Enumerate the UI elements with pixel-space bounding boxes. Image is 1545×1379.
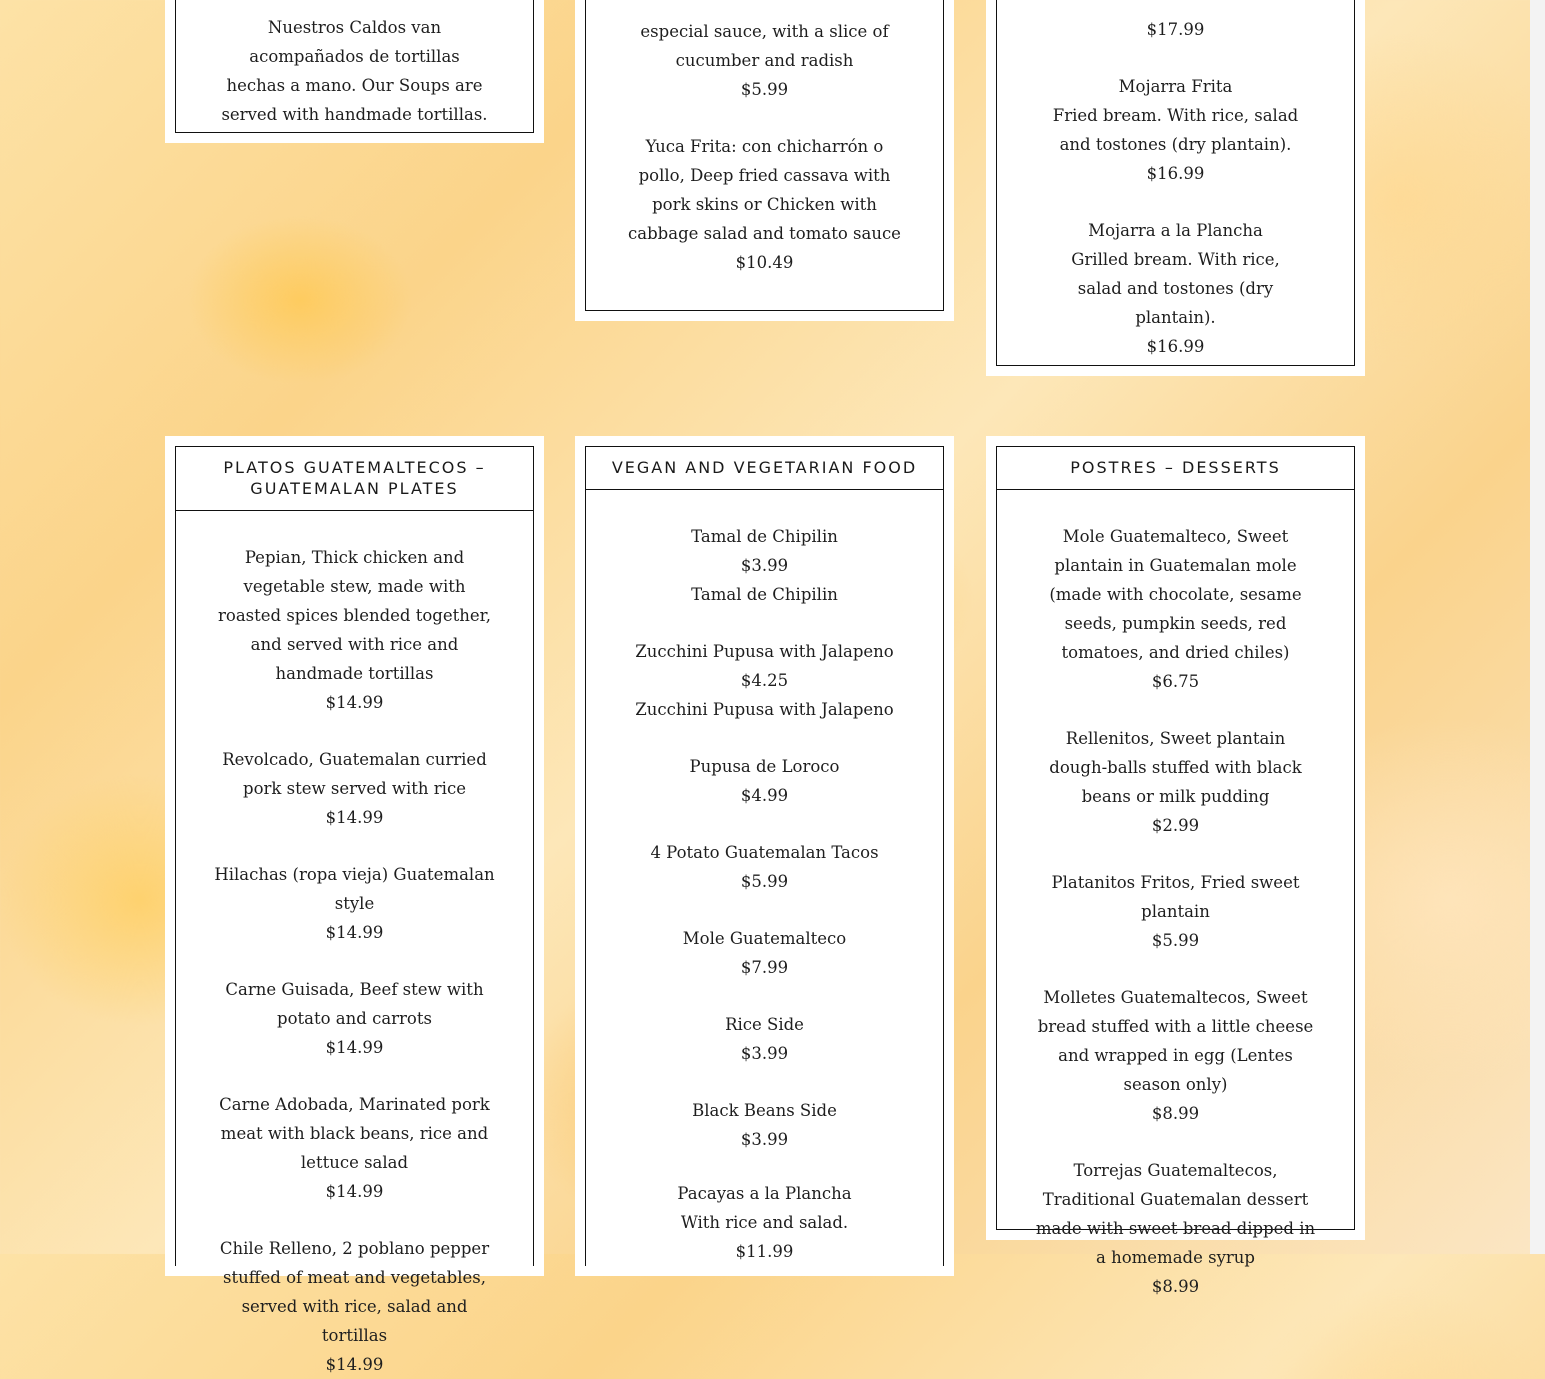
- menu-item: [626, 1179, 903, 1266]
- section-title: PLATOS GUATEMALTECOS – GUATEMALAN PLATES: [176, 447, 533, 511]
- menu-item: [1035, 868, 1316, 955]
- item-price: $11.99: [735, 1242, 794, 1261]
- item-description: Molletes Guatemaltecos, Sweet bread stuffed with a little cheese and wrapped in egg (Lentes season only): [1037, 988, 1314, 1094]
- guatemalan-plates-card: [165, 436, 544, 1374]
- menu-item: [626, 17, 903, 104]
- menu-item: [214, 1234, 495, 1379]
- menu-item: [626, 924, 903, 982]
- menu-item: [626, 132, 903, 277]
- item-name-repeat: Zucchini Pupusa with Jalapeno: [635, 700, 894, 719]
- item-name: Black Beans Side: [692, 1101, 837, 1120]
- menu-item: [1047, 216, 1304, 361]
- item-description: Carne Guisada, Beef stew with potato and carrots: [225, 980, 484, 1028]
- item-description: Mole Guatemalteco, Sweet plantain in Guatemalan mole (made with chocolate, sesame seeds, pumpkin seeds, red tomatoes, and dried chiles): [1049, 527, 1302, 662]
- menu-item: [1035, 983, 1316, 1128]
- item-price: $7.99: [740, 958, 789, 977]
- section-title: VEGAN AND VEGETARIAN FOOD: [586, 447, 943, 490]
- item-name: Pupusa de Loroco: [689, 757, 840, 776]
- item-price: $14.99: [325, 923, 384, 942]
- menu-item: [214, 860, 495, 947]
- item-price: $4.25: [740, 671, 789, 690]
- item-description: especial sauce, with a slice of cucumber and radish: [640, 22, 889, 70]
- item-price: $3.99: [740, 1130, 789, 1149]
- item-price: $8.99: [1151, 1104, 1200, 1123]
- menu-item: [626, 522, 903, 609]
- item-description: Carne Adobada, Marinated pork meat with black beans, rice and lettuce salad: [219, 1095, 490, 1172]
- item-price: $16.99: [1146, 164, 1205, 183]
- item-price: $16.99: [1146, 337, 1205, 356]
- item-price: $14.99: [325, 1182, 384, 1201]
- item-name: Tamal de Chipilin: [691, 527, 838, 546]
- item-description: Chile Relleno, 2 poblano pepper stuffed of meat and vegetables, served with rice, salad and tortillas: [219, 1239, 490, 1345]
- menu-item: [214, 1090, 495, 1206]
- item-name: Pacayas a la Plancha: [677, 1184, 852, 1203]
- item-price: $2.99: [1151, 816, 1200, 835]
- menu-item: [626, 1096, 903, 1154]
- menu-item: [626, 838, 903, 896]
- section-title: POSTRES – DESSERTS: [997, 447, 1354, 490]
- menu-item: [214, 745, 495, 832]
- item-price: $5.99: [1151, 931, 1200, 950]
- menu-item: [1035, 522, 1316, 696]
- item-name: 4 Potato Guatemalan Tacos: [650, 843, 879, 862]
- menu-item: [626, 1010, 903, 1068]
- item-name: Mole Guatemalteco: [682, 929, 847, 948]
- menu-item: [1035, 724, 1316, 840]
- seafood-card: [986, 0, 1365, 376]
- menu-item: [626, 752, 903, 810]
- menu-item: [1047, 15, 1304, 44]
- item-description: Revolcado, Guatemalan curried pork stew served with rice: [222, 750, 487, 798]
- item-description: Platanitos Fritos, Fried sweet plantain: [1051, 873, 1300, 921]
- item-name: Mojarra a la Plancha: [1088, 221, 1263, 240]
- item-price: $10.49: [735, 253, 794, 272]
- item-price: $8.99: [1151, 1277, 1200, 1296]
- item-description: Hilachas (ropa vieja) Guatemalan style: [214, 865, 495, 913]
- appetizers-card: [575, 0, 954, 321]
- item-name: Mojarra Frita: [1118, 77, 1233, 96]
- item-description: Rellenitos, Sweet plantain dough-balls stuffed with black beans or milk pudding: [1049, 729, 1302, 806]
- item-price: $14.99: [325, 693, 384, 712]
- item-name: Zucchini Pupusa with Jalapeno: [635, 642, 894, 661]
- item-description: Torrejas Guatemaltecos, Traditional Guatemalan dessert made with sweet bread dipped in a homemade syrup: [1035, 1161, 1316, 1267]
- page-scroll-edge: [1530, 0, 1545, 1254]
- menu-item: [1047, 72, 1304, 188]
- item-price: $14.99: [325, 1038, 384, 1057]
- item-price: $4.99: [740, 786, 789, 805]
- soups-card: [165, 0, 544, 143]
- menu-item: [214, 975, 495, 1062]
- menu-item: [214, 543, 495, 717]
- item-description: With rice and salad.: [680, 1213, 849, 1232]
- item-price: $5.99: [740, 80, 789, 99]
- item-name-repeat: Tamal de Chipilin: [691, 585, 838, 604]
- item-price: $6.75: [1151, 672, 1200, 691]
- item-price: $17.99: [1146, 20, 1205, 39]
- soups-description: Nuestros Caldos van acompañados de tortillas hechas a mano. Our Soups are served with handmade tortillas.: [221, 18, 488, 124]
- item-description: Yuca Frita: con chicharrón o pollo, Deep fried cassava with pork skins or Chicken with cabbage salad and tomato sauce: [628, 137, 901, 243]
- item-name: Rice Side: [725, 1015, 804, 1034]
- item-price: $5.99: [740, 872, 789, 891]
- item-description: Fried bream. With rice, salad and tostones (dry plantain).: [1052, 106, 1299, 154]
- item-description: Pepian, Thick chicken and vegetable stew, made with roasted spices blended together, and served with rice and handmade tortillas: [218, 548, 491, 683]
- item-description: Grilled bream. With rice, salad and tostones (dry plantain).: [1071, 250, 1280, 327]
- desserts-card: [986, 436, 1365, 1296]
- item-price: $3.99: [740, 556, 789, 575]
- menu-item: [626, 637, 903, 724]
- vegan-food-card: [575, 436, 954, 1276]
- item-price: $14.99: [325, 808, 384, 827]
- item-price: $14.99: [325, 1355, 384, 1374]
- item-price: $3.99: [740, 1044, 789, 1063]
- menu-item: [1035, 1156, 1316, 1301]
